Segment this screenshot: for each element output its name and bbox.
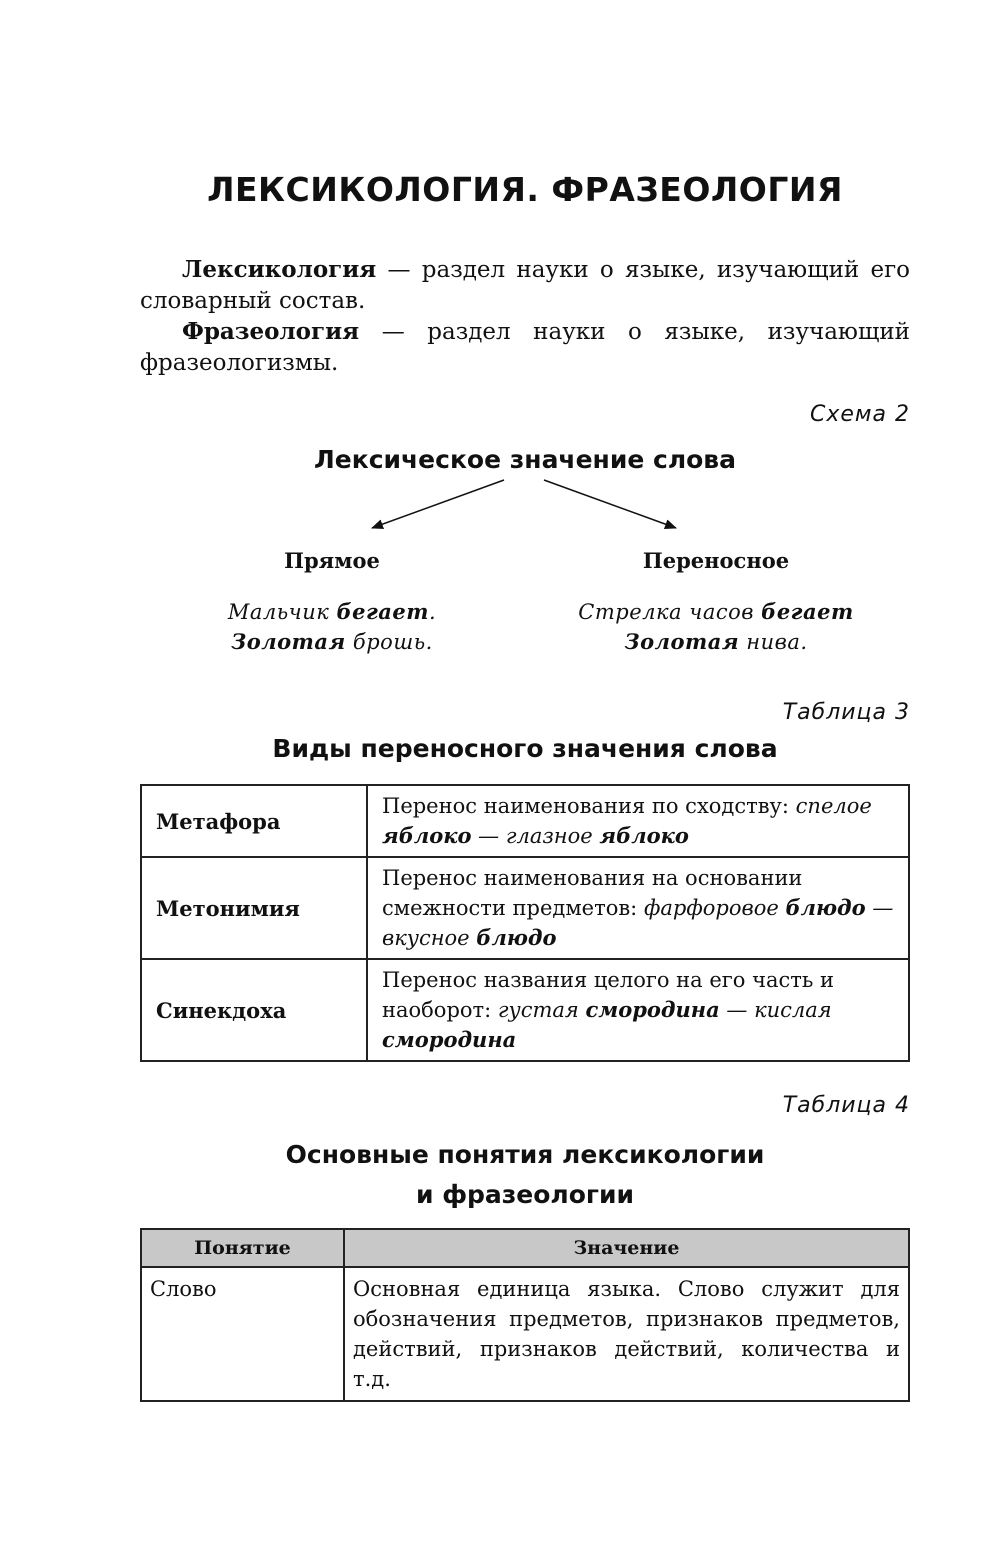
table-cell-term: Метонимия [141,857,367,959]
definition-text: — раздел науки о языке, изучающий его словарный состав. [140,257,910,314]
table4 [140,1228,910,1402]
table4-label: Таблица 4 [782,1093,910,1118]
branch-title: Переносное [642,548,790,573]
table-cell-description: Перенос наименования на основании смежности предметов: фарфоровое блюдо — вкусное блюдо [367,857,909,959]
definition-text: — раздел науки о языке, изучающий фразеологизмы. [140,319,910,376]
branch-direct [162,548,502,657]
column-header-meaning: Значение [344,1229,909,1267]
table3 [140,784,910,1062]
table-cell-description: Перенос наименования по сходству: спелое яблоко — глазное яблоко [367,785,909,857]
branch-figurative [546,548,886,657]
branch-example: Стрелка часов бегает [578,599,854,624]
definition-lexicology [140,254,910,317]
table-cell-term: Синекдоха [141,959,367,1061]
table-row [141,857,909,959]
branch-example: Золотая брошь. [231,629,433,654]
definition-term: Лексикология [182,256,377,283]
scheme-arrows [140,470,910,540]
branch-title: Прямое [284,548,380,573]
arrow-right [544,480,676,528]
scheme-heading: Лексическое значение слова [314,445,736,474]
table-cell-description: Перенос названия целого на его часть и наоборот: густая смородина — кислая смородина [367,959,909,1061]
table-row [141,959,909,1061]
table-cell-concept: Слово [141,1267,344,1401]
table-cell-term: Метафора [141,785,367,857]
table4-heading-line2: и фразеологии [415,1180,635,1209]
table4-heading [140,1135,910,1215]
branch-example: Золотая нива. [624,629,808,654]
table4-heading-line1: Основные понятия лексикологии [285,1140,765,1169]
table-header-row [141,1229,909,1267]
table-row [141,785,909,857]
scheme-label: Схема 2 [810,402,910,427]
branch-example: Мальчик бегает. [227,599,437,624]
arrow-left [372,480,504,528]
column-header-concept: Понятие [141,1229,344,1267]
table3-heading: Виды переносного значения слова [272,734,778,763]
table3-label: Таблица 3 [782,700,910,725]
definition-phraseology [140,316,910,379]
table-row [141,1267,909,1401]
definition-term: Фразеология [182,318,360,345]
page-title: ЛЕКСИКОЛОГИЯ. ФРАЗЕОЛОГИЯ [207,170,843,209]
table-cell-meaning: Основная единица языка. Слово служит для обозначения предметов, признаков предметов, действий, признаков действий, количества и т.д. [344,1267,909,1401]
